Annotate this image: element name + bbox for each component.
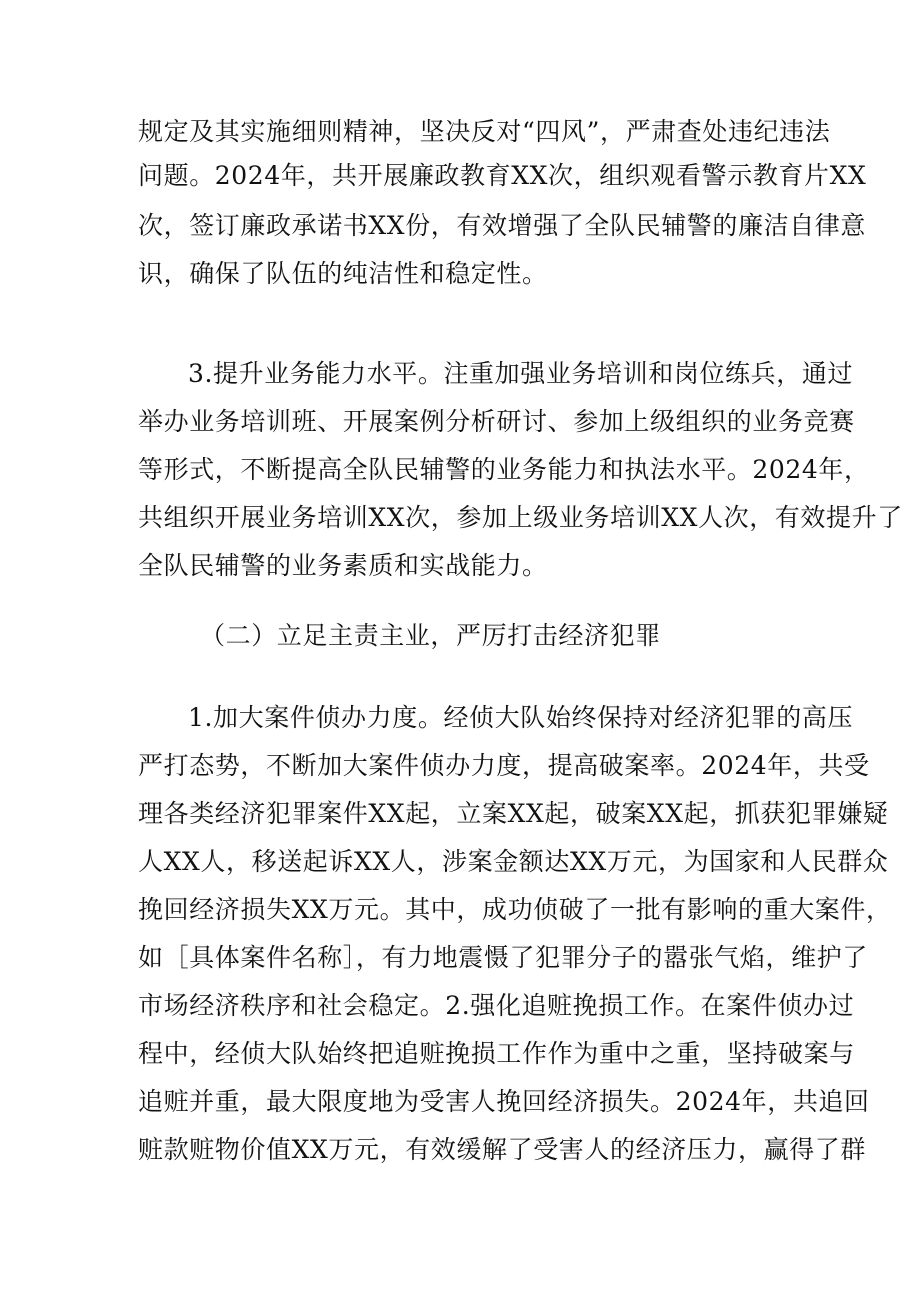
text-line-2: 问题。2024年，共开展廉政教育XX次，组织观看警示教育片XX: [138, 161, 867, 190]
text-line-20: 赃款赃物价值XX万元，有效缓解了受害人的经济压力，赢得了群: [138, 1135, 866, 1164]
text-line-12: 严打态势，不断加大案件侦办力度，提高破案率。2024年，共受: [138, 751, 870, 780]
text-line-9: 全队民辅警的业务素质和实战能力。: [138, 551, 548, 580]
text-line-18: 程中，经侦大队始终把追赃挽损工作作为重中之重，坚持破案与: [138, 1039, 855, 1068]
text-line-7: 等形式，不断提高全队民辅警的业务能力和执法水平。2024年，: [138, 455, 870, 484]
text-line-11: 1.加大案件侦办力度。经侦大队始终保持对经济犯罪的高压: [188, 703, 854, 732]
text-line-14: 人XX人，移送起诉XX人，涉案金额达XX万元，为国家和人民群众: [138, 847, 889, 876]
text-line-4: 识，确保了队伍的纯洁性和稳定性。: [138, 259, 548, 288]
text-line-13: 理各类经济犯罪案件XX起，立案XX起，破案XX起，抓获犯罪嫌疑: [138, 799, 889, 828]
text-line-19: 追赃并重，最大限度地为受害人挽回经济损失。2024年，共追回: [138, 1087, 870, 1116]
text-line-16: 如［具体案件名称］，有力地震慑了犯罪分子的嚣张气焰，维护了: [138, 943, 868, 972]
text-line-6: 举办业务培训班、开展案例分析研讨、参加上级组织的业务竞赛: [138, 407, 855, 436]
text-line-3: 次，签订廉政承诺书XX份，有效增强了全队民辅警的廉洁自律意: [138, 211, 866, 240]
text-line-8: 共组织开展业务培训XX次，参加上级业务培训XX人次，有效提升了: [138, 503, 903, 532]
text-line-1: 规定及其实施细则精神，坚决反对“四风”，严肃查处违纪违法: [138, 117, 831, 146]
text-line-17: 市场经济秩序和社会稳定。2.强化追赃挽损工作。在案件侦办过: [138, 991, 855, 1020]
text-line-5: 3.提升业务能力水平。注重加强业务培训和岗位练兵，通过: [188, 359, 854, 388]
section-heading: （二）立足主责主业，严厉打击经济犯罪: [200, 621, 661, 650]
text-line-15: 挽回经济损失XX万元。其中，成功侦破了一批有影响的重大案件，: [138, 895, 892, 924]
